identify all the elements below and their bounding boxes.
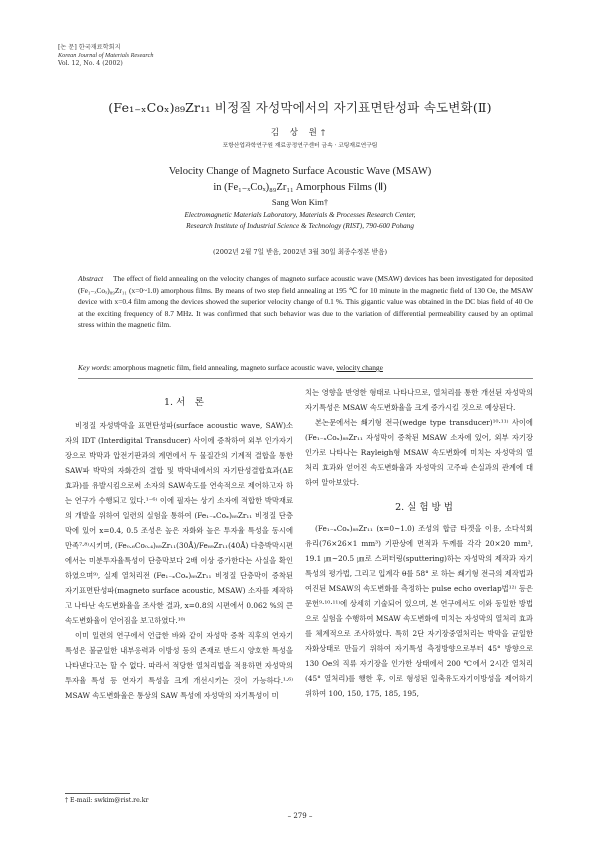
section-1-paragraph-2: 이미 일련의 연구에서 언급한 바와 같이 자성막 증착 직후의 연자기 특성은 불균일한 내부응력과 이방성 등의 존재로 반드시 양호한 특성을 나타낸다고는 할 수 없다. 따라서 적당한 열처리법을 적용하면 자성막의 투자율 특성 등 연자기 특성을 크게 개선시키는 것이 가능하다.¹·⁶⁾ MSAW 속도변화율은 통상의 SAW 특성에 자성막의 자기특성이 미 [65, 631, 293, 700]
section-2-paragraph-1: (Fe₁₋ₓCoₓ)₈₉Zr₁₁ (x=0~1.0) 조성의 합금 타겟을 이용, 소다석회유리(76×26×1 mm³) 기판상에 면적과 두께를 각각 20×20 mm², 19.1 ㎛~20.5 ㎛로 스퍼터링(sputtering)하는 자성막의 제작과 자기특성의 평가법, 그리고 입계각 θ를 58° 로 하는 쐐기형 전극의 제작법과 여진된 MSAW의 속도변화를 측정하는 pulse echo overlap법¹²⁾ 등은 문헌⁹·¹⁰·¹¹⁾에 상세히 기술되어 있으며, 본 연구에서도 이와 동일한 방법으로 실험을 수행하여 MSAW 속도변화에 미치는 자성막의 열처리 효과를 체계적으로 조사하였다. 특히 2단 자기장중열처리는 박막을 균일한 자화상태로 만들기 위하여 자기특성 측정방향으로부터 45° 방향으로 130 Oe의 직류 자기장을 인가한 상태에서 200 ℃에서 2시간 열처리(45° 열처리)를 행한 후, 이로 형성된 일축유도자기이방성을 제어하기 위하여 100, 150, 175, 185, 195, [305, 524, 533, 698]
introduction-paragraph-3: 본논문에서는 쐐기형 전극(wedge type transducer)¹⁰·¹¹⁾ 사이에 (Fe₁₋ₓCoₓ)₈₉Zr₁₁ 자성막이 증착된 MSAW 소자에 있어, 외부 자기장 인가로 나타나는 Rayleigh형 MSAW 속도변화에 미치는 자성막의 열처리 효과와 얻어진 속도변화율과 자성막의 고주파 손실과의 관계에 대하여 알아보았다. [305, 418, 533, 487]
title-english-line1: Velocity Change of Magneto Surface Acoustic Wave (MSAW) [168, 166, 432, 177]
keywords-last: velocity change [336, 363, 383, 372]
affiliation-english [0, 210, 600, 232]
keywords [78, 362, 533, 373]
keywords-text: : amorphous magnetic film, field annealing, magneto surface acoustic wave, [109, 363, 337, 372]
page-number: – 279 – [287, 812, 313, 820]
continued-paragraph: 치는 영향을 반영한 형태로 나타나므로, 열처리를 통한 개선된 자성막의 자기특성은 MSAW 속도변화율을 크게 증가시킬 것으로 예상된다. [305, 388, 533, 412]
affiliation-korean: 포항산업과학연구원 재료공정연구센터 금속 · 코팅재료연구팀 [222, 143, 378, 149]
header-divider [78, 378, 533, 379]
footnote-email: † E-mail: swkim@rist.re.kr [65, 797, 149, 804]
section-1-paragraph-1: 비정질 자성박막을 표면탄성파(surface acoustic wave, SAW)소자의 IDT (Interdigital Transducer) 사이에 증착하여 외부 인가자기장으로 박막과 압전기판과의 계면에서 두 물질간의 기계적 결합을 통한 SAW파 박막의 자화간의 결합 및 박막내에서의 자기탄성결합효과(ΔE효과)를 유발시킴으로써 소자의 SAW속도를 연속적으로 제어하고자 하는 연구가 수행되고 있다.¹⁻⁶⁾ 이에 필자는 상기 소자에 적합한 박막재료의 개발을 위하여 일련의 실험을 통하여 (Fe₁₋ₓCoₓ)₈₉Zr₁₁ 비정질 단층막에 있어 x=0.4, 0.5 조성은 높은 자화와 높은 투자율 특성을 동시에 만족⁷·⁸⁾시키며, (Fe₀.₆Co₀.₄)₈₉Zr₁₁(30Å)/Fe₈₉Zr₁₁(40Å) 다층박막시편에서는 미분투자율특성이 단층막보다 2배 이상 증가한다는 사실을 확인하였으며⁹⁾, 실제 열처리전 (Fe₁₋ₓCoₓ)₈₉Zr₁₁ 비정질 단층막이 증착된 자기표면탄성파(magneto surface acoustic, MSAW) 소자를 제작하고 나타난 속도변화율을 조사한 결과, x=0.8의 시편에서 0.062 %의 큰 속도변화율이 얻어짐을 보고하였다.¹⁰⁾ [65, 421, 293, 625]
right-column [305, 385, 533, 701]
journal-category: [논 문] 한국재료학회지 [58, 44, 121, 51]
title-english [0, 164, 600, 196]
left-column [65, 395, 293, 703]
received-dates: (2002년 2월 7일 받음, 2002년 3월 30일 최종수정본 받음) [212, 248, 388, 256]
abstract [78, 273, 533, 331]
journal-volume: Vol. 12, No. 4 (2002) [58, 60, 123, 67]
section-1-title: 1. 서 론 [164, 397, 204, 408]
abstract-text: The effect of field annealing on the velocity changes of magneto surface acoustic wave (MSAW) devices has been investigated for deposited (Fe₁₋ₓCoₓ)₈₉Zr₁₁ (x=0~1.0) amorphous films. By means of two step field annealing at 195 ℃ for 10 minute in the magnetic field of 130 Oe, the MSAW device with x=0.4 film among the devices showed the superior velocity change of 0.1 %. This gigantic value was obtained in the DC bias field of 40 Oe at the exciting frequency of 8.7 MHz. It was confirmed that such behavior was due to the variation of differential permeability caused by an optimal stress within the magnetic film. [78, 274, 533, 330]
author-english: Sang Won Kim† [271, 197, 329, 207]
journal-name: Korean Journal of Materials Research [58, 52, 154, 59]
title-english-line2: in (Fe₁₋ₓCoₓ)₈₉Zr₁₁ Amorphous Films (Ⅱ) [213, 182, 387, 193]
title-korean: (Fe₁₋ₓCoₓ)₈₉Zr₁₁ 비정질 자성막에서의 자기표면탄성파 속도변화(Ⅱ) [108, 100, 492, 115]
section-2-title: 2. 실 험 방 법 [395, 502, 453, 513]
affiliation-english-line1: Electromagnetic Materials Laboratory, Materials & Processes Research Center, [184, 211, 416, 219]
keywords-label: Key words [78, 363, 110, 372]
affiliation-english-line2: Research Institute of Industrial Science & Technology (RIST), 790-600 Pohang [186, 222, 414, 230]
abstract-label: Abstract [78, 274, 104, 283]
journal-header [58, 44, 153, 68]
author-korean: 김 상 원† [270, 128, 330, 138]
footnote-divider [65, 793, 130, 794]
